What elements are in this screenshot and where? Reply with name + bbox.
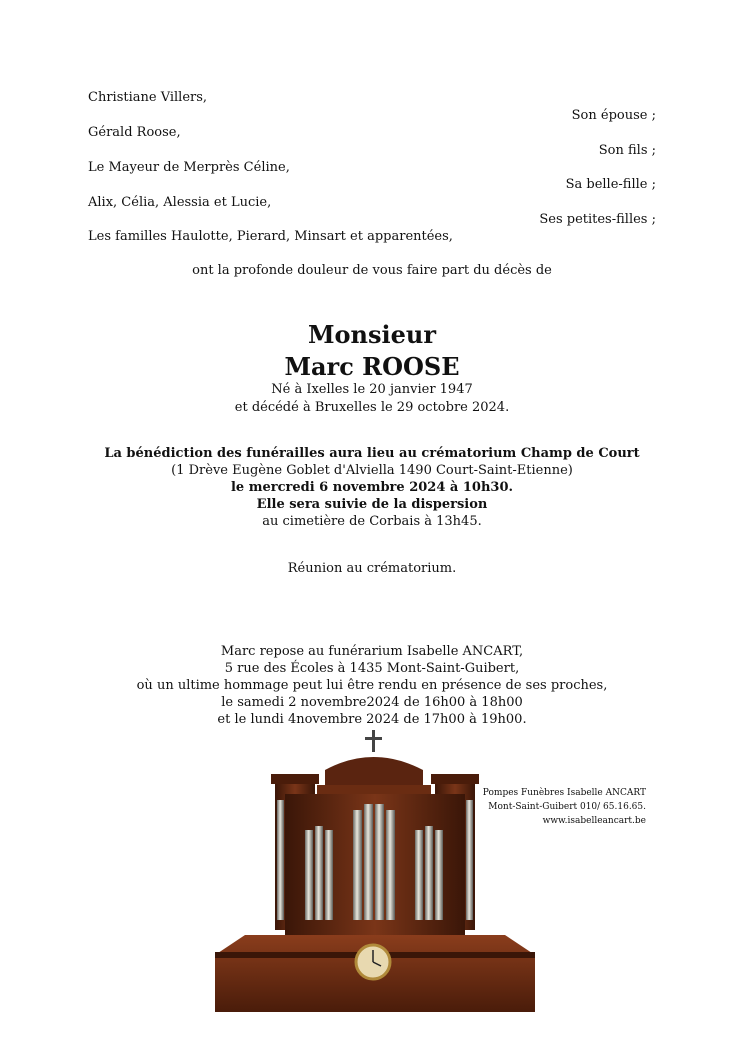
deceased-title: Monsieur: [307, 320, 436, 349]
family-name-3: Le Mayeur de Merprès Céline,: [88, 160, 290, 175]
church-organ-image: [205, 730, 545, 1012]
deceased-birth: Né à Ixelles le 20 janvier 1947: [271, 382, 473, 397]
reunion-text: Réunion au crématorium.: [287, 561, 457, 576]
visitation-line-2: 5 rue des Écoles à 1435 Mont-Saint-Guibert,: [224, 661, 520, 676]
family-name-2: Gérald Roose,: [88, 125, 181, 140]
family-name-5: Les familles Haulotte, Pierard, Minsart et apparentées,: [88, 229, 453, 244]
ceremony-line-5: au cimetière de Corbais à 13h45.: [262, 514, 482, 529]
visitation-line-3: où un ultime hommage peut lui être rendu en présence de ses proches,: [136, 678, 608, 693]
family-name-1: Christiane Villers,: [88, 90, 208, 105]
deceased-name: Marc ROOSE: [284, 352, 460, 381]
intro-text: ont la profonde douleur de vous faire part du décès de: [192, 263, 552, 278]
clock-icon: [356, 945, 390, 979]
family-relation-4: Ses petites-filles ;: [539, 212, 656, 227]
family-relation-3: Sa belle-fille ;: [565, 177, 656, 192]
visitation-line-1: Marc repose au funérarium Isabelle ANCART,: [220, 644, 524, 659]
ceremony-line-2: (1 Drève Eugène Goblet d'Alviella 1490 Court-Saint-Etienne): [171, 463, 573, 478]
ceremony-line-3: le mercredi 6 novembre 2024 à 10h30.: [230, 480, 514, 495]
family-relation-2: Son fils ;: [598, 143, 656, 158]
cross-icon: [365, 730, 382, 752]
ceremony-block: [0, 445, 744, 530]
funeral-home-website[interactable]: www.isabelleancart.be: [542, 816, 646, 826]
family-name-4: Alix, Célia, Alessia et Lucie,: [88, 195, 272, 210]
deceased-death: et décédé à Bruxelles le 29 octobre 2024.: [234, 400, 510, 415]
ceremony-line-4: Elle sera suivie de la dispersion: [256, 497, 488, 512]
visitation-block: [0, 643, 744, 728]
visitation-line-4: le samedi 2 novembre2024 de 16h00 à 18h00: [221, 695, 523, 710]
funeral-home-address: Mont-Saint-Guibert 010/ 65.16.65.: [488, 802, 646, 812]
visitation-line-5: et le lundi 4novembre 2024 de 17h00 à 19h00.: [217, 712, 527, 727]
ceremony-line-1: La bénédiction des funérailles aura lieu au crématorium Champ de Court: [104, 446, 640, 461]
funeral-home-name: Pompes Funèbres Isabelle ANCART: [482, 788, 646, 798]
family-relation-1: Son épouse ;: [571, 108, 656, 123]
